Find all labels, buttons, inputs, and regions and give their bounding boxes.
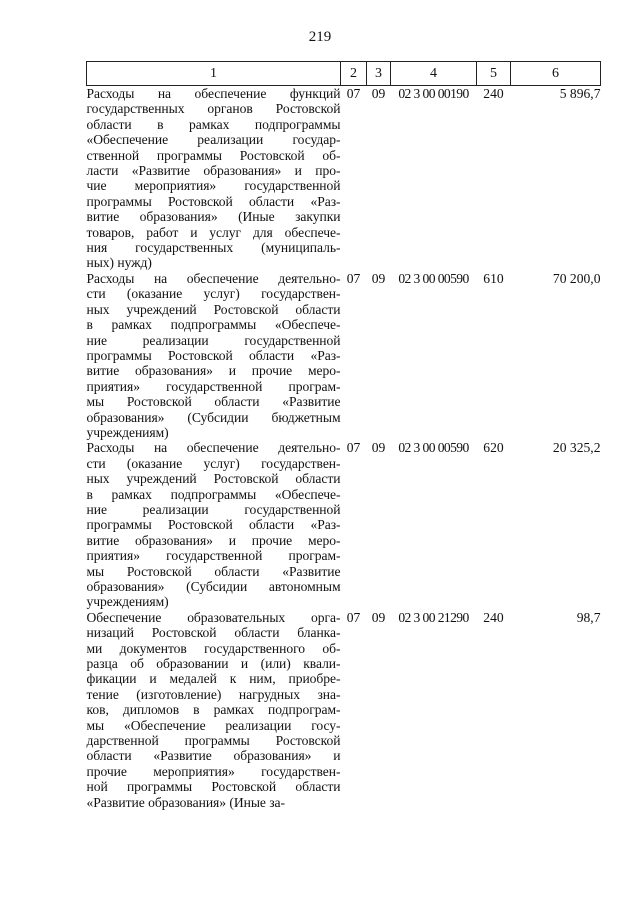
description-line: ми документов государственного об- — [86, 640, 341, 656]
column-header-4: 4 — [391, 62, 477, 86]
column-header-5: 5 — [477, 62, 511, 86]
description-line: программы Ростовской области «Раз- — [86, 517, 341, 533]
description-line: ных) нужд) — [86, 255, 152, 271]
expense-type-code: 240 — [483, 86, 504, 101]
section-code: 07 — [346, 609, 361, 625]
description-line: «Обеспечение реализации государ- — [86, 132, 341, 148]
description-line: мы «Обеспечение реализации госу- — [86, 717, 341, 733]
table-body — [87, 86, 601, 811]
description-line: сти (оказание услуг) государствен- — [86, 455, 341, 471]
row-description — [87, 440, 341, 609]
description-line: ственной программы Ростовской об- — [86, 147, 341, 163]
amount: 20 325,2 — [552, 440, 601, 456]
description-line: витие образования» (Иные закупки — [86, 209, 341, 225]
description-line: ние реализации государственной — [86, 332, 341, 348]
target-article-code: 02 3 00 00190 — [398, 86, 469, 101]
amount: 98,7 — [576, 609, 601, 625]
column-header-2: 2 — [341, 62, 367, 86]
expense-type-code: 610 — [483, 270, 504, 286]
table-header — [87, 62, 601, 86]
subsection-code: 09 — [371, 440, 386, 456]
row-description — [87, 271, 341, 440]
description-line: Обеспечение образовательных орга- — [86, 609, 341, 625]
description-line: мы Ростовской области «Развитие — [86, 394, 341, 410]
page-number: 219 — [308, 29, 332, 45]
description-line: витие образования» и прочие меро- — [86, 363, 341, 379]
description-line: «Развитие образования» (Иные за- — [86, 794, 286, 810]
target-article-code: 02 3 00 00590 — [398, 440, 469, 456]
expense-type-code: 620 — [483, 440, 504, 456]
description-line: приятия» государственной програм- — [86, 548, 341, 564]
table-row — [87, 86, 601, 271]
description-line: витие образования» и прочие меро- — [86, 532, 341, 548]
description-line: чие мероприятия» государственной — [86, 178, 341, 194]
subsection-code: 09 — [371, 609, 386, 625]
description-line: разца об образовании и (или) квали- — [86, 656, 341, 672]
description-line: Расходы на обеспечение функций — [86, 86, 341, 101]
column-header-1: 1 — [87, 62, 341, 86]
row-description — [87, 610, 341, 810]
subsection-code: 09 — [371, 86, 386, 101]
column-header-3: 3 — [367, 62, 391, 86]
description-line: тение (изготовление) нагрудных зна- — [86, 686, 341, 702]
description-line: ных учреждений Ростовской области — [86, 301, 341, 317]
description-line: ной программы Ростовской области — [86, 779, 341, 795]
description-line: ласти «Развитие образования» и про- — [86, 163, 341, 179]
description-line: фикации и медалей к ним, приобре- — [86, 671, 341, 687]
description-line: в рамках подпрограммы «Обеспече- — [86, 486, 341, 502]
description-line: учреждениям) — [86, 424, 169, 440]
amount: 70 200,0 — [552, 270, 601, 286]
table-row — [87, 271, 601, 440]
table-row — [87, 440, 601, 609]
header-row — [87, 62, 601, 86]
description-line: ных учреждений Ростовской области — [86, 471, 341, 487]
description-line: области «Развитие образования» и — [86, 748, 341, 764]
description-line: товаров, работ и услуг для обеспече- — [86, 224, 341, 240]
description-line: низаций Ростовской области бланка- — [86, 625, 341, 641]
description-line: ния государственных (муниципаль- — [86, 240, 341, 256]
description-line: программы Ростовской области «Раз- — [86, 193, 341, 209]
description-line: мы Ростовской области «Развитие — [86, 563, 341, 579]
description-line: прочие мероприятия» государствен- — [86, 763, 341, 779]
description-line: образования» (Субсидии автономным — [86, 579, 341, 594]
description-line: Расходы на обеспечение деятельно- — [86, 440, 341, 456]
description-line: сти (оказание услуг) государствен- — [86, 286, 341, 302]
description-line: области в рамках подпрограммы — [86, 116, 341, 132]
subsection-code: 09 — [371, 270, 386, 286]
target-article-code: 02 3 00 21290 — [398, 609, 469, 625]
description-line: в рамках подпрограммы «Обеспече- — [86, 317, 341, 333]
section-code: 07 — [346, 86, 361, 101]
description-line: учреждениям) — [86, 594, 169, 610]
description-line: Расходы на обеспечение деятельно- — [86, 270, 341, 286]
table-row — [87, 610, 601, 810]
target-article-code: 02 3 00 00590 — [398, 270, 469, 286]
amount: 5 896,7 — [559, 86, 601, 101]
column-header-6: 6 — [511, 62, 601, 86]
description-line: программы Ростовской области «Раз- — [86, 347, 341, 363]
description-line: дарственной программы Ростовской — [86, 733, 341, 749]
section-code: 07 — [346, 440, 361, 456]
row-description — [87, 86, 341, 271]
section-code: 07 — [346, 270, 361, 286]
description-line: государственных органов Ростовской — [86, 101, 341, 117]
description-line: ние реализации государственной — [86, 501, 341, 517]
description-line: образования» (Субсидии бюджетным — [86, 409, 341, 425]
description-line: ков, дипломов в рамках подпрограм- — [86, 702, 341, 718]
budget-table — [86, 61, 601, 810]
expense-type-code: 240 — [483, 609, 504, 625]
description-line: приятия» государственной програм- — [86, 378, 341, 394]
